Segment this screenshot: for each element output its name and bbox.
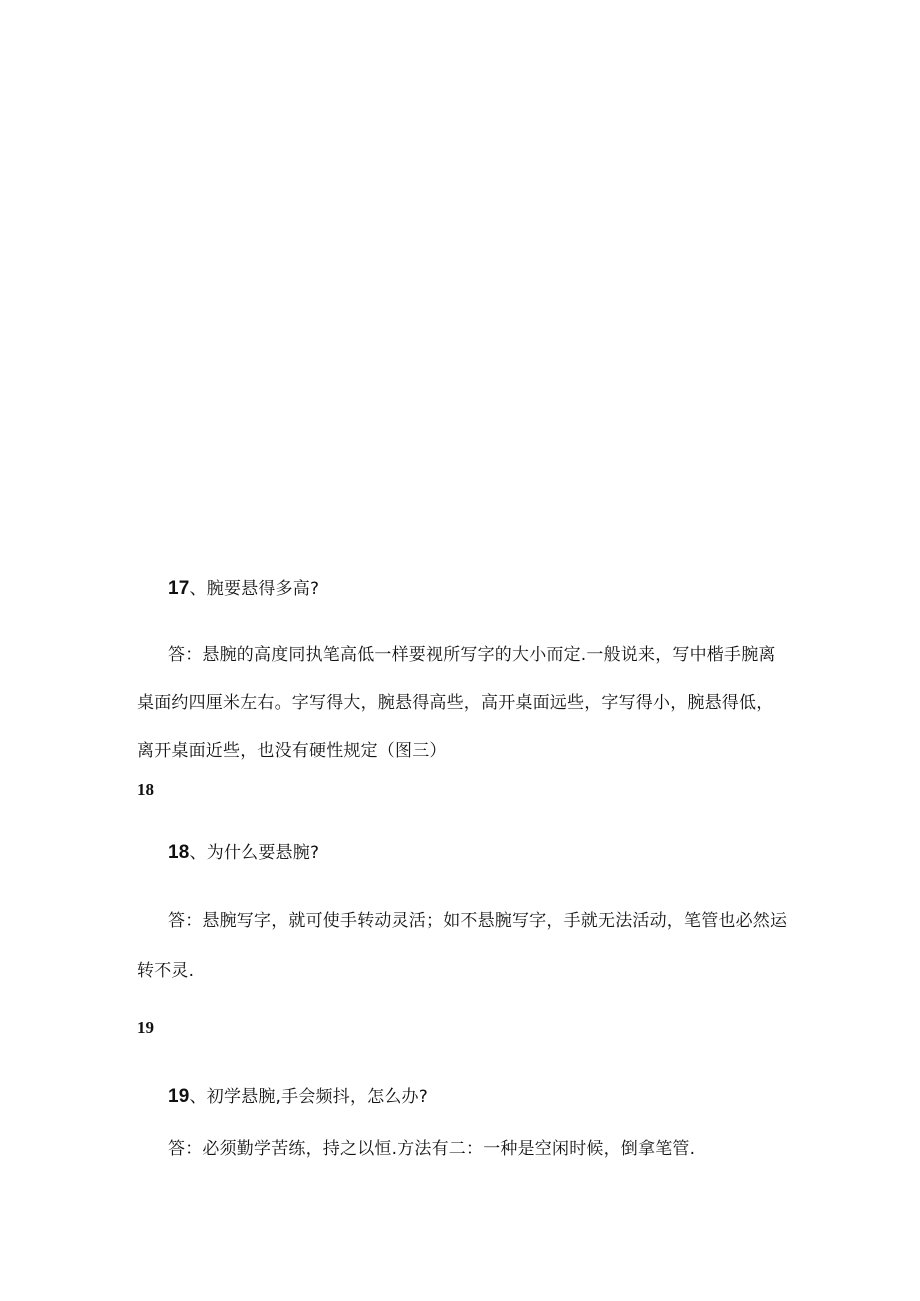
question-heading-19 [168,1082,428,1108]
question-text: 、为什么要悬腕? [189,843,320,863]
answer-line: 桌面约四厘米左右。字写得大，腕悬得高些，高开桌面远些，字写得小，腕悬得低， [137,693,774,713]
answer-line: 转不灵. [137,961,195,981]
answer-line: 答：悬腕的高度同执笔高低一样要视所写字的大小而定.一般说来，写中楷手腕离 [168,645,776,665]
question-number: 17 [168,578,190,599]
answer-line: 答：必须勤学苦练，持之以恒.方法有二：一种是空闲时候，倒拿笔管. [168,1139,696,1159]
section-marker-19: 19 [137,1018,154,1037]
question-number: 18 [168,842,190,863]
question-number: 19 [168,1086,190,1107]
section-marker-18: 18 [137,780,154,799]
question-text: 、初学悬腕,手会频抖，怎么办? [189,1087,428,1107]
question-heading-18 [168,838,319,864]
answer-line: 离开桌面近些，也没有硬性规定（图三） [137,741,447,761]
question-heading-17 [168,574,319,600]
question-text: 、腕要悬得多高? [189,579,320,599]
answer-line: 答：悬腕写字，就可使手转动灵活；如不悬腕写字，手就无法活动，笔管也必然运 [168,911,788,931]
